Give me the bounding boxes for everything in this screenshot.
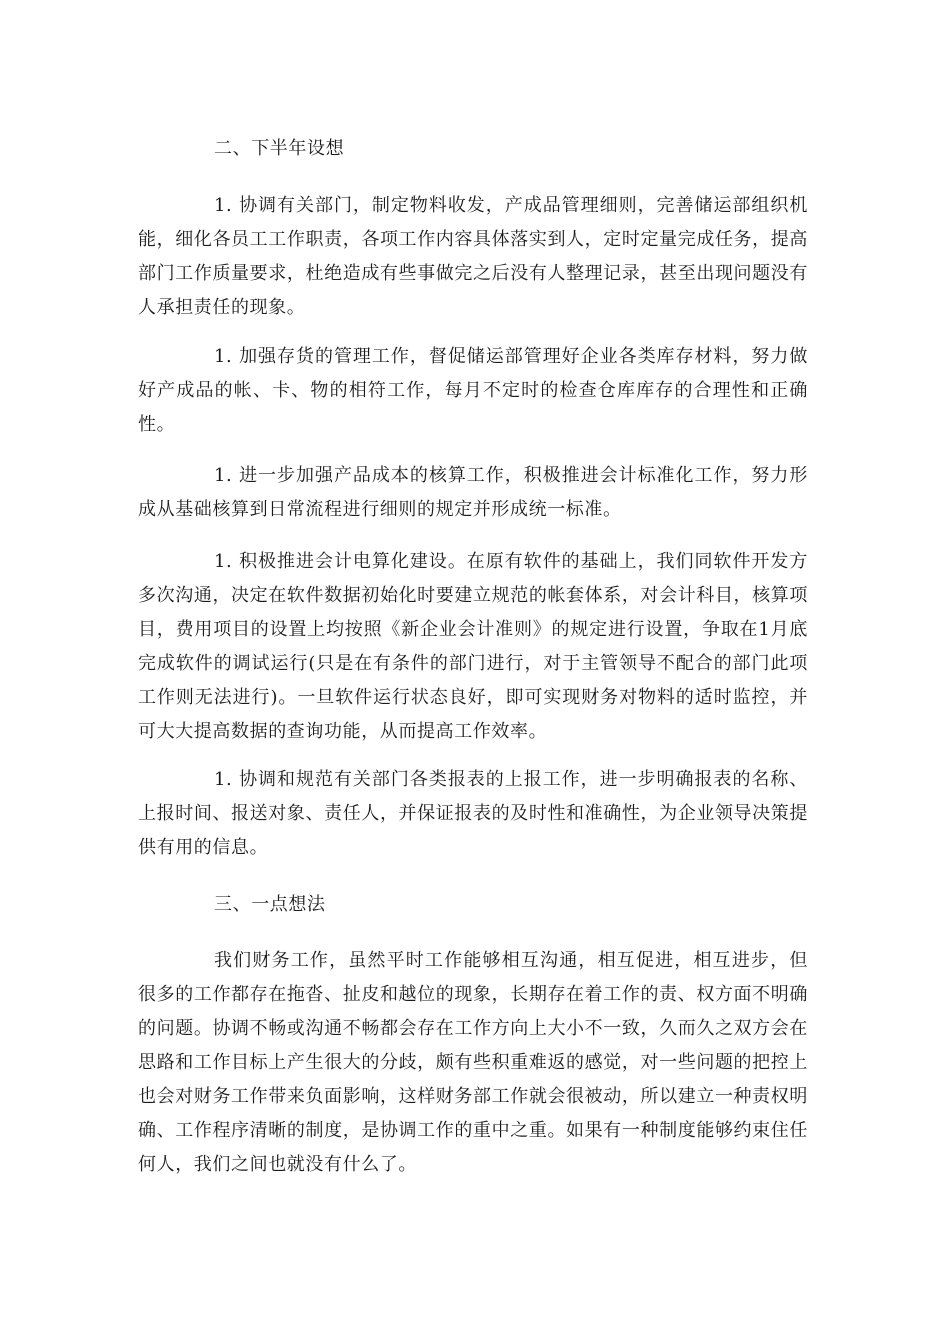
plan-item-5: 1. 协调和规范有关部门各类报表的上报工作，进一步明确报表的名称、上报时间、报送对象、责任人，并保证报表的及时性和准确性，为企业领导决策提供有用的信息。 — [138, 769, 808, 858]
plan-item-3: 1. 进一步加强产品成本的核算工作，积极推进会计标准化工作，努力形成从基础核算到日常流程进行细则的规定并形成统一标准。 — [138, 465, 808, 520]
section-heading-plan: 二、下半年设想 — [214, 138, 345, 159]
plan-item-4: 1. 积极推进会计电算化建设。在原有软件的基础上，我们同软件开发方多次沟通，决定在软件数据初始化时要建立规范的帐套体系，对会计科目，核算项目，费用项目的设置上均按照《新企业会计准则》的规定进行设置，争取在1月底完成软件的调试运行(只是在有条件的部门进行，对于主管领导不配合的部门此项工作则无法进行)。一旦软件运行状态良好，即可实现财务对物料的适时监控，并可大大提高数据的查询功能，从而提高工作效率。 — [138, 551, 808, 742]
plan-item-2: 1. 加强存货的管理工作，督促储运部管理好企业各类库存材料，努力做好产成品的帐、卡、物的相符工作，每月不定时的检查仓库库存的合理性和正确性。 — [138, 346, 808, 435]
section-heading-thoughts: 三、一点想法 — [214, 894, 326, 915]
plan-item-1: 1. 协调有关部门，制定物料收发，产成品管理细则，完善储运部组织机能，细化各员工工作职责，各项工作内容具体落实到人，定时定量完成任务，提高部门工作质量要求，杜绝造成有些事做完之后没有人整理记录，甚至出现问题没有人承担责任的现象。 — [138, 195, 808, 318]
thoughts-paragraph: 我们财务工作，虽然平时工作能够相互沟通，相互促进，相互进步，但很多的工作都存在拖沓、扯皮和越位的现象，长期存在着工作的责、权方面不明确的问题。协调不畅或沟通不畅都会存在工作方向上大小不一致，久而久之双方会在思路和工作目标上产生很大的分歧，颇有些积重难返的感觉，对一些问题的把控上也会对财务工作带来负面影响，这样财务部工作就会很被动，所以建立一种责权明确、工作程序清晰的制度，是协调工作的重中之重。如果有一种制度能够约束住任何人，我们之间也就没有什么了。 — [138, 950, 808, 1175]
